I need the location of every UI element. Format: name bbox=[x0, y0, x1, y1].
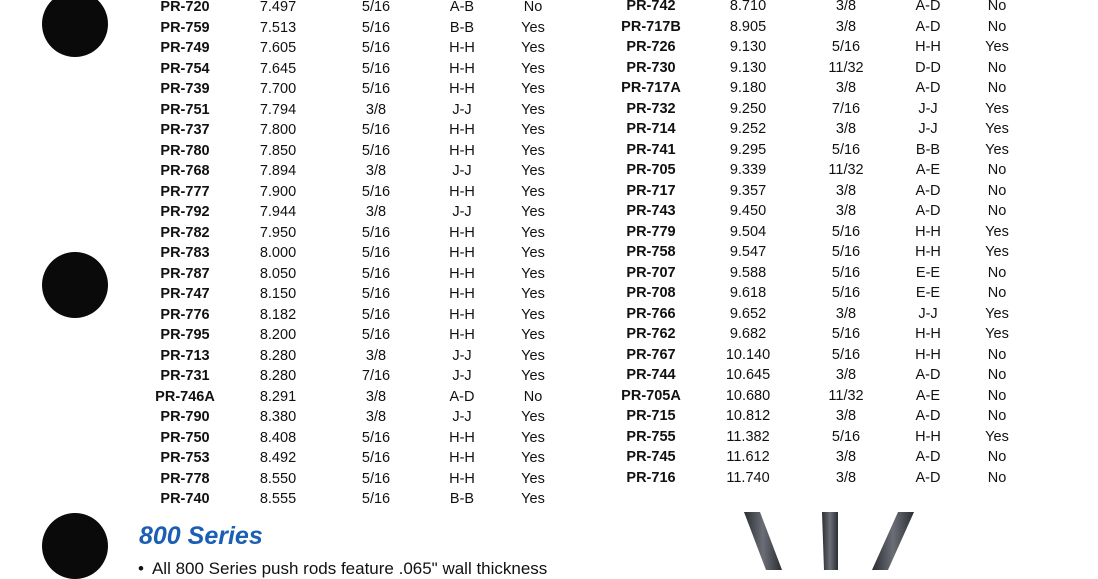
diameter-cell: 5/16 bbox=[831, 346, 861, 363]
end-style-cell: B-B bbox=[449, 491, 475, 507]
part-number-cell: PR-749 bbox=[160, 40, 210, 56]
diameter-cell: 5/16 bbox=[831, 244, 861, 260]
length-cell: 8.492 bbox=[259, 450, 297, 466]
diameter-cell: 3/8 bbox=[365, 204, 387, 220]
diameter-cell: 3/8 bbox=[835, 408, 857, 424]
diameter-cell: 3/8 bbox=[835, 121, 857, 137]
part-number-cell: PR-787 bbox=[160, 265, 210, 282]
length-cell: 7.900 bbox=[259, 183, 297, 200]
hardened-cell: Yes bbox=[985, 39, 1009, 55]
hardened-cell: No bbox=[987, 203, 1007, 219]
hardened-cell: Yes bbox=[985, 428, 1009, 445]
diameter-cell: 7/16 bbox=[361, 368, 391, 384]
end-style-cell: E-E bbox=[915, 285, 941, 301]
diameter-cell: 11/32 bbox=[828, 162, 864, 178]
diameter-cell: 3/8 bbox=[365, 388, 387, 405]
hardened-cell: Yes bbox=[521, 245, 545, 261]
part-number-cell: PR-753 bbox=[160, 450, 210, 466]
part-number-cell: PR-795 bbox=[160, 327, 210, 343]
part-number-cell: PR-720 bbox=[160, 0, 210, 15]
part-number-cell: PR-716 bbox=[626, 469, 676, 486]
end-style-cell: H-H bbox=[449, 429, 475, 446]
length-cell: 10.645 bbox=[725, 367, 771, 383]
end-style-cell: H-H bbox=[449, 265, 475, 282]
length-cell: 8.408 bbox=[259, 429, 297, 446]
end-style-cell: J-J bbox=[918, 100, 938, 117]
binder-hole-middle bbox=[42, 252, 108, 318]
hardened-cell: No bbox=[987, 387, 1007, 404]
hardened-cell: No bbox=[987, 18, 1007, 35]
part-number-cell: PR-776 bbox=[160, 306, 210, 323]
hardened-cell: Yes bbox=[521, 286, 545, 302]
end-style-cell: H-H bbox=[449, 245, 475, 261]
diameter-cell: 5/16 bbox=[831, 39, 861, 55]
length-cell: 9.547 bbox=[729, 244, 767, 260]
length-cell: 8.000 bbox=[259, 245, 297, 261]
length-cell: 8.550 bbox=[259, 470, 297, 487]
part-number-cell: PR-747 bbox=[160, 286, 210, 302]
length-cell: 9.682 bbox=[729, 326, 767, 342]
end-style-cell: B-B bbox=[449, 19, 475, 36]
length-cell: 8.150 bbox=[259, 286, 297, 302]
length-cell: 9.504 bbox=[729, 223, 767, 240]
end-style-cell: D-D bbox=[915, 59, 941, 76]
part-number-cell: PR-777 bbox=[160, 183, 210, 200]
end-style-cell: A-B bbox=[449, 0, 475, 15]
diameter-cell: 3/8 bbox=[365, 101, 387, 118]
part-number-cell: PR-730 bbox=[626, 59, 676, 76]
length-cell: 10.812 bbox=[725, 408, 771, 424]
length-cell: 9.339 bbox=[729, 162, 767, 178]
end-style-cell: A-D bbox=[915, 203, 941, 219]
end-style-cell: H-H bbox=[449, 40, 475, 56]
hardened-cell: Yes bbox=[521, 163, 545, 179]
part-number-cell: PR-713 bbox=[160, 347, 210, 364]
end-style-cell: H-H bbox=[915, 39, 941, 55]
part-number-cell: PR-705 bbox=[626, 162, 676, 178]
part-number-cell: PR-745 bbox=[626, 449, 676, 465]
part-number-cell: PR-792 bbox=[160, 204, 210, 220]
end-style-cell: A-D bbox=[915, 80, 941, 96]
hardened-cell: Yes bbox=[521, 81, 545, 97]
end-style-cell: H-H bbox=[449, 327, 475, 343]
part-number-cell: PR-790 bbox=[160, 409, 210, 425]
length-cell: 9.618 bbox=[729, 285, 767, 301]
end-style-cell: A-D bbox=[449, 388, 475, 405]
hardened-cell: No bbox=[987, 367, 1007, 383]
end-style-cell: H-H bbox=[449, 81, 475, 97]
diameter-cell: 5/16 bbox=[361, 286, 391, 302]
hardened-cell: No bbox=[987, 80, 1007, 96]
diameter-cell: 5/16 bbox=[831, 326, 861, 342]
part-number-cell: PR-705A bbox=[621, 387, 681, 404]
diameter-cell: 3/8 bbox=[835, 367, 857, 383]
hardened-cell: Yes bbox=[521, 368, 545, 384]
bullet-item bbox=[138, 559, 547, 579]
part-number-cell: PR-717B bbox=[621, 18, 681, 35]
hardened-cell: Yes bbox=[985, 121, 1009, 137]
hardened-cell: No bbox=[987, 285, 1007, 301]
end-style-cell: A-E bbox=[915, 387, 941, 404]
part-number-cell: PR-762 bbox=[626, 326, 676, 342]
diameter-cell: 5/16 bbox=[361, 450, 391, 466]
binder-hole-top bbox=[42, 0, 108, 57]
diameter-cell: 5/16 bbox=[361, 60, 391, 77]
length-cell: 11.740 bbox=[726, 469, 770, 486]
part-number-cell: PR-746A bbox=[155, 388, 215, 405]
part-number-cell: PR-767 bbox=[626, 346, 676, 363]
diameter-cell: 5/16 bbox=[361, 245, 391, 261]
length-cell: 9.357 bbox=[729, 182, 767, 199]
part-number-cell: PR-759 bbox=[160, 19, 210, 36]
end-style-cell: H-H bbox=[915, 428, 941, 445]
end-style-cell: B-B bbox=[915, 141, 941, 158]
diameter-cell: 3/8 bbox=[835, 449, 857, 465]
end-style-cell: J-J bbox=[918, 305, 938, 322]
length-cell: 9.130 bbox=[729, 59, 767, 76]
bullet-marker: • bbox=[138, 559, 144, 578]
end-style-cell: H-H bbox=[449, 60, 475, 77]
diameter-cell: 5/16 bbox=[831, 223, 861, 240]
hardened-cell: No bbox=[523, 388, 543, 405]
part-number-cell: PR-751 bbox=[160, 101, 210, 118]
length-cell: 8.905 bbox=[729, 18, 767, 35]
length-cell: 9.180 bbox=[729, 80, 767, 96]
part-number-cell: PR-731 bbox=[160, 368, 210, 384]
length-cell: 8.380 bbox=[259, 409, 297, 425]
section-title: 800 Series bbox=[139, 522, 263, 550]
part-number-cell: PR-743 bbox=[626, 203, 676, 219]
hardened-cell: No bbox=[987, 162, 1007, 178]
length-cell: 7.800 bbox=[259, 122, 297, 138]
length-cell: 7.497 bbox=[259, 0, 297, 15]
hardened-cell: Yes bbox=[521, 224, 545, 241]
hardened-cell: Yes bbox=[521, 142, 545, 159]
diameter-cell: 3/8 bbox=[365, 163, 387, 179]
push-rod-2 bbox=[822, 512, 838, 570]
diameter-cell: 3/8 bbox=[835, 305, 857, 322]
end-style-cell: H-H bbox=[449, 183, 475, 200]
diameter-cell: 5/16 bbox=[361, 122, 391, 138]
hardened-cell: Yes bbox=[985, 305, 1009, 322]
diameter-cell: 5/16 bbox=[361, 327, 391, 343]
diameter-cell: 3/8 bbox=[365, 409, 387, 425]
length-cell: 8.291 bbox=[259, 388, 297, 405]
end-style-cell: H-H bbox=[915, 346, 941, 363]
end-style-cell: A-D bbox=[915, 449, 941, 465]
part-number-cell: PR-783 bbox=[160, 245, 210, 261]
end-style-cell: H-H bbox=[915, 244, 941, 260]
length-cell: 7.513 bbox=[259, 19, 297, 36]
diameter-cell: 5/16 bbox=[361, 306, 391, 323]
diameter-cell: 7/16 bbox=[831, 100, 861, 117]
hardened-cell: Yes bbox=[985, 141, 1009, 158]
length-cell: 7.850 bbox=[259, 142, 297, 159]
part-number-cell: PR-768 bbox=[160, 163, 210, 179]
end-style-cell: H-H bbox=[449, 224, 475, 241]
diameter-cell: 3/8 bbox=[835, 182, 857, 199]
end-style-cell: H-H bbox=[449, 286, 475, 302]
length-cell: 10.680 bbox=[725, 387, 771, 404]
length-cell: 9.252 bbox=[729, 121, 767, 137]
diameter-cell: 5/16 bbox=[361, 19, 391, 36]
hardened-cell: Yes bbox=[985, 326, 1009, 342]
hardened-cell: Yes bbox=[521, 327, 545, 343]
end-style-cell: J-J bbox=[918, 121, 938, 137]
length-cell: 9.588 bbox=[729, 264, 767, 281]
hardened-cell: Yes bbox=[521, 40, 545, 56]
diameter-cell: 3/8 bbox=[835, 80, 857, 96]
diameter-cell: 3/8 bbox=[835, 203, 857, 219]
hardened-cell: Yes bbox=[521, 306, 545, 323]
diameter-cell: 5/16 bbox=[361, 142, 391, 159]
hardened-cell: Yes bbox=[985, 223, 1009, 240]
push-rod-photo bbox=[738, 512, 928, 570]
end-style-cell: H-H bbox=[449, 450, 475, 466]
part-number-cell: PR-779 bbox=[626, 223, 676, 240]
part-number-cell: PR-750 bbox=[160, 429, 210, 446]
diameter-cell: 5/16 bbox=[361, 429, 391, 446]
diameter-cell: 5/16 bbox=[361, 40, 391, 56]
length-cell: 7.944 bbox=[259, 204, 297, 220]
end-style-cell: A-D bbox=[915, 469, 941, 486]
part-number-cell: PR-778 bbox=[160, 470, 210, 487]
length-cell: 9.250 bbox=[729, 100, 767, 117]
hardened-cell: No bbox=[987, 59, 1007, 76]
hardened-cell: No bbox=[987, 0, 1007, 14]
length-cell: 9.295 bbox=[729, 141, 767, 158]
hardened-cell: No bbox=[987, 182, 1007, 199]
part-number-cell: PR-717 bbox=[626, 182, 676, 199]
part-number-cell: PR-732 bbox=[626, 100, 676, 117]
diameter-cell: 5/16 bbox=[831, 428, 861, 445]
length-cell: 7.645 bbox=[259, 60, 297, 77]
end-style-cell: J-J bbox=[452, 409, 472, 425]
length-cell: 9.130 bbox=[729, 39, 767, 55]
diameter-cell: 5/16 bbox=[361, 0, 391, 15]
push-rod-3 bbox=[872, 512, 914, 570]
diameter-cell: 11/32 bbox=[828, 59, 864, 76]
end-style-cell: A-D bbox=[915, 0, 941, 14]
hardened-cell: No bbox=[987, 408, 1007, 424]
diameter-cell: 5/16 bbox=[361, 265, 391, 282]
end-style-cell: J-J bbox=[452, 163, 472, 179]
part-number-cell: PR-726 bbox=[626, 39, 676, 55]
end-style-cell: J-J bbox=[452, 101, 472, 118]
hardened-cell: Yes bbox=[521, 204, 545, 220]
hardened-cell: Yes bbox=[521, 122, 545, 138]
hardened-cell: No bbox=[987, 346, 1007, 363]
length-cell: 8.050 bbox=[259, 265, 297, 282]
bullet-text: All 800 Series push rods feature .065" wall thickness bbox=[151, 559, 548, 578]
length-cell: 8.280 bbox=[259, 368, 297, 384]
part-number-cell: PR-737 bbox=[160, 122, 210, 138]
part-number-cell: PR-739 bbox=[160, 81, 210, 97]
end-style-cell: A-D bbox=[915, 367, 941, 383]
end-style-cell: H-H bbox=[915, 326, 941, 342]
diameter-cell: 5/16 bbox=[831, 264, 861, 281]
diameter-cell: 5/16 bbox=[361, 81, 391, 97]
diameter-cell: 5/16 bbox=[831, 285, 861, 301]
end-style-cell: H-H bbox=[449, 306, 475, 323]
part-number-cell: PR-755 bbox=[626, 428, 676, 445]
end-style-cell: H-H bbox=[449, 142, 475, 159]
part-number-cell: PR-741 bbox=[626, 141, 676, 158]
hardened-cell: Yes bbox=[521, 19, 545, 36]
hardened-cell: Yes bbox=[521, 60, 545, 77]
hardened-cell: No bbox=[987, 469, 1007, 486]
diameter-cell: 3/8 bbox=[835, 18, 857, 35]
part-number-cell: PR-707 bbox=[626, 264, 676, 281]
diameter-cell: 11/32 bbox=[828, 387, 864, 404]
length-cell: 11.382 bbox=[726, 428, 770, 445]
length-cell: 9.450 bbox=[729, 203, 767, 219]
hardened-cell: No bbox=[987, 264, 1007, 281]
length-cell: 7.950 bbox=[259, 224, 297, 241]
part-number-cell: PR-740 bbox=[160, 491, 210, 507]
hardened-cell: No bbox=[523, 0, 543, 15]
length-cell: 7.700 bbox=[259, 81, 297, 97]
part-number-cell: PR-715 bbox=[626, 408, 676, 424]
end-style-cell: J-J bbox=[452, 347, 472, 364]
length-cell: 8.280 bbox=[259, 347, 297, 364]
end-style-cell: A-D bbox=[915, 408, 941, 424]
hardened-cell: Yes bbox=[521, 409, 545, 425]
part-number-cell: PR-742 bbox=[626, 0, 676, 14]
diameter-cell: 3/8 bbox=[365, 347, 387, 364]
part-number-cell: PR-782 bbox=[160, 224, 210, 241]
hardened-cell: Yes bbox=[521, 183, 545, 200]
push-rod-1 bbox=[744, 512, 782, 570]
part-number-cell: PR-717A bbox=[621, 80, 681, 96]
diameter-cell: 5/16 bbox=[361, 224, 391, 241]
part-number-cell: PR-780 bbox=[160, 142, 210, 159]
part-number-cell: PR-744 bbox=[626, 367, 676, 383]
part-number-cell: PR-758 bbox=[626, 244, 676, 260]
end-style-cell: A-D bbox=[915, 182, 941, 199]
length-cell: 7.894 bbox=[259, 163, 297, 179]
part-number-cell: PR-754 bbox=[160, 60, 210, 77]
hardened-cell: Yes bbox=[521, 429, 545, 446]
length-cell: 11.612 bbox=[726, 449, 770, 465]
binder-hole-bottom bbox=[42, 513, 108, 579]
diameter-cell: 5/16 bbox=[361, 491, 391, 507]
diameter-cell: 3/8 bbox=[835, 469, 857, 486]
hardened-cell: Yes bbox=[985, 244, 1009, 260]
end-style-cell: A-D bbox=[915, 18, 941, 35]
diameter-cell: 5/16 bbox=[361, 470, 391, 487]
diameter-cell: 3/8 bbox=[835, 0, 857, 14]
hardened-cell: Yes bbox=[521, 265, 545, 282]
length-cell: 8.182 bbox=[259, 306, 297, 323]
hardened-cell: Yes bbox=[521, 347, 545, 364]
length-cell: 8.710 bbox=[729, 0, 767, 14]
end-style-cell: H-H bbox=[449, 122, 475, 138]
hardened-cell: Yes bbox=[521, 450, 545, 466]
length-cell: 8.200 bbox=[259, 327, 297, 343]
hardened-cell: Yes bbox=[521, 491, 545, 507]
length-cell: 8.555 bbox=[259, 491, 297, 507]
diameter-cell: 5/16 bbox=[831, 141, 861, 158]
end-style-cell: J-J bbox=[452, 204, 472, 220]
hardened-cell: Yes bbox=[985, 100, 1009, 117]
part-number-cell: PR-708 bbox=[626, 285, 676, 301]
length-cell: 7.794 bbox=[259, 101, 297, 118]
end-style-cell: E-E bbox=[915, 264, 941, 281]
part-number-cell: PR-766 bbox=[626, 305, 676, 322]
length-cell: 10.140 bbox=[725, 346, 771, 363]
diameter-cell: 5/16 bbox=[361, 183, 391, 200]
end-style-cell: H-H bbox=[915, 223, 941, 240]
end-style-cell: J-J bbox=[452, 368, 472, 384]
end-style-cell: H-H bbox=[449, 470, 475, 487]
hardened-cell: Yes bbox=[521, 470, 545, 487]
hardened-cell: Yes bbox=[521, 101, 545, 118]
part-number-cell: PR-714 bbox=[626, 121, 676, 137]
length-cell: 7.605 bbox=[259, 40, 297, 56]
hardened-cell: No bbox=[987, 449, 1007, 465]
length-cell: 9.652 bbox=[729, 305, 767, 322]
end-style-cell: A-E bbox=[915, 162, 941, 178]
